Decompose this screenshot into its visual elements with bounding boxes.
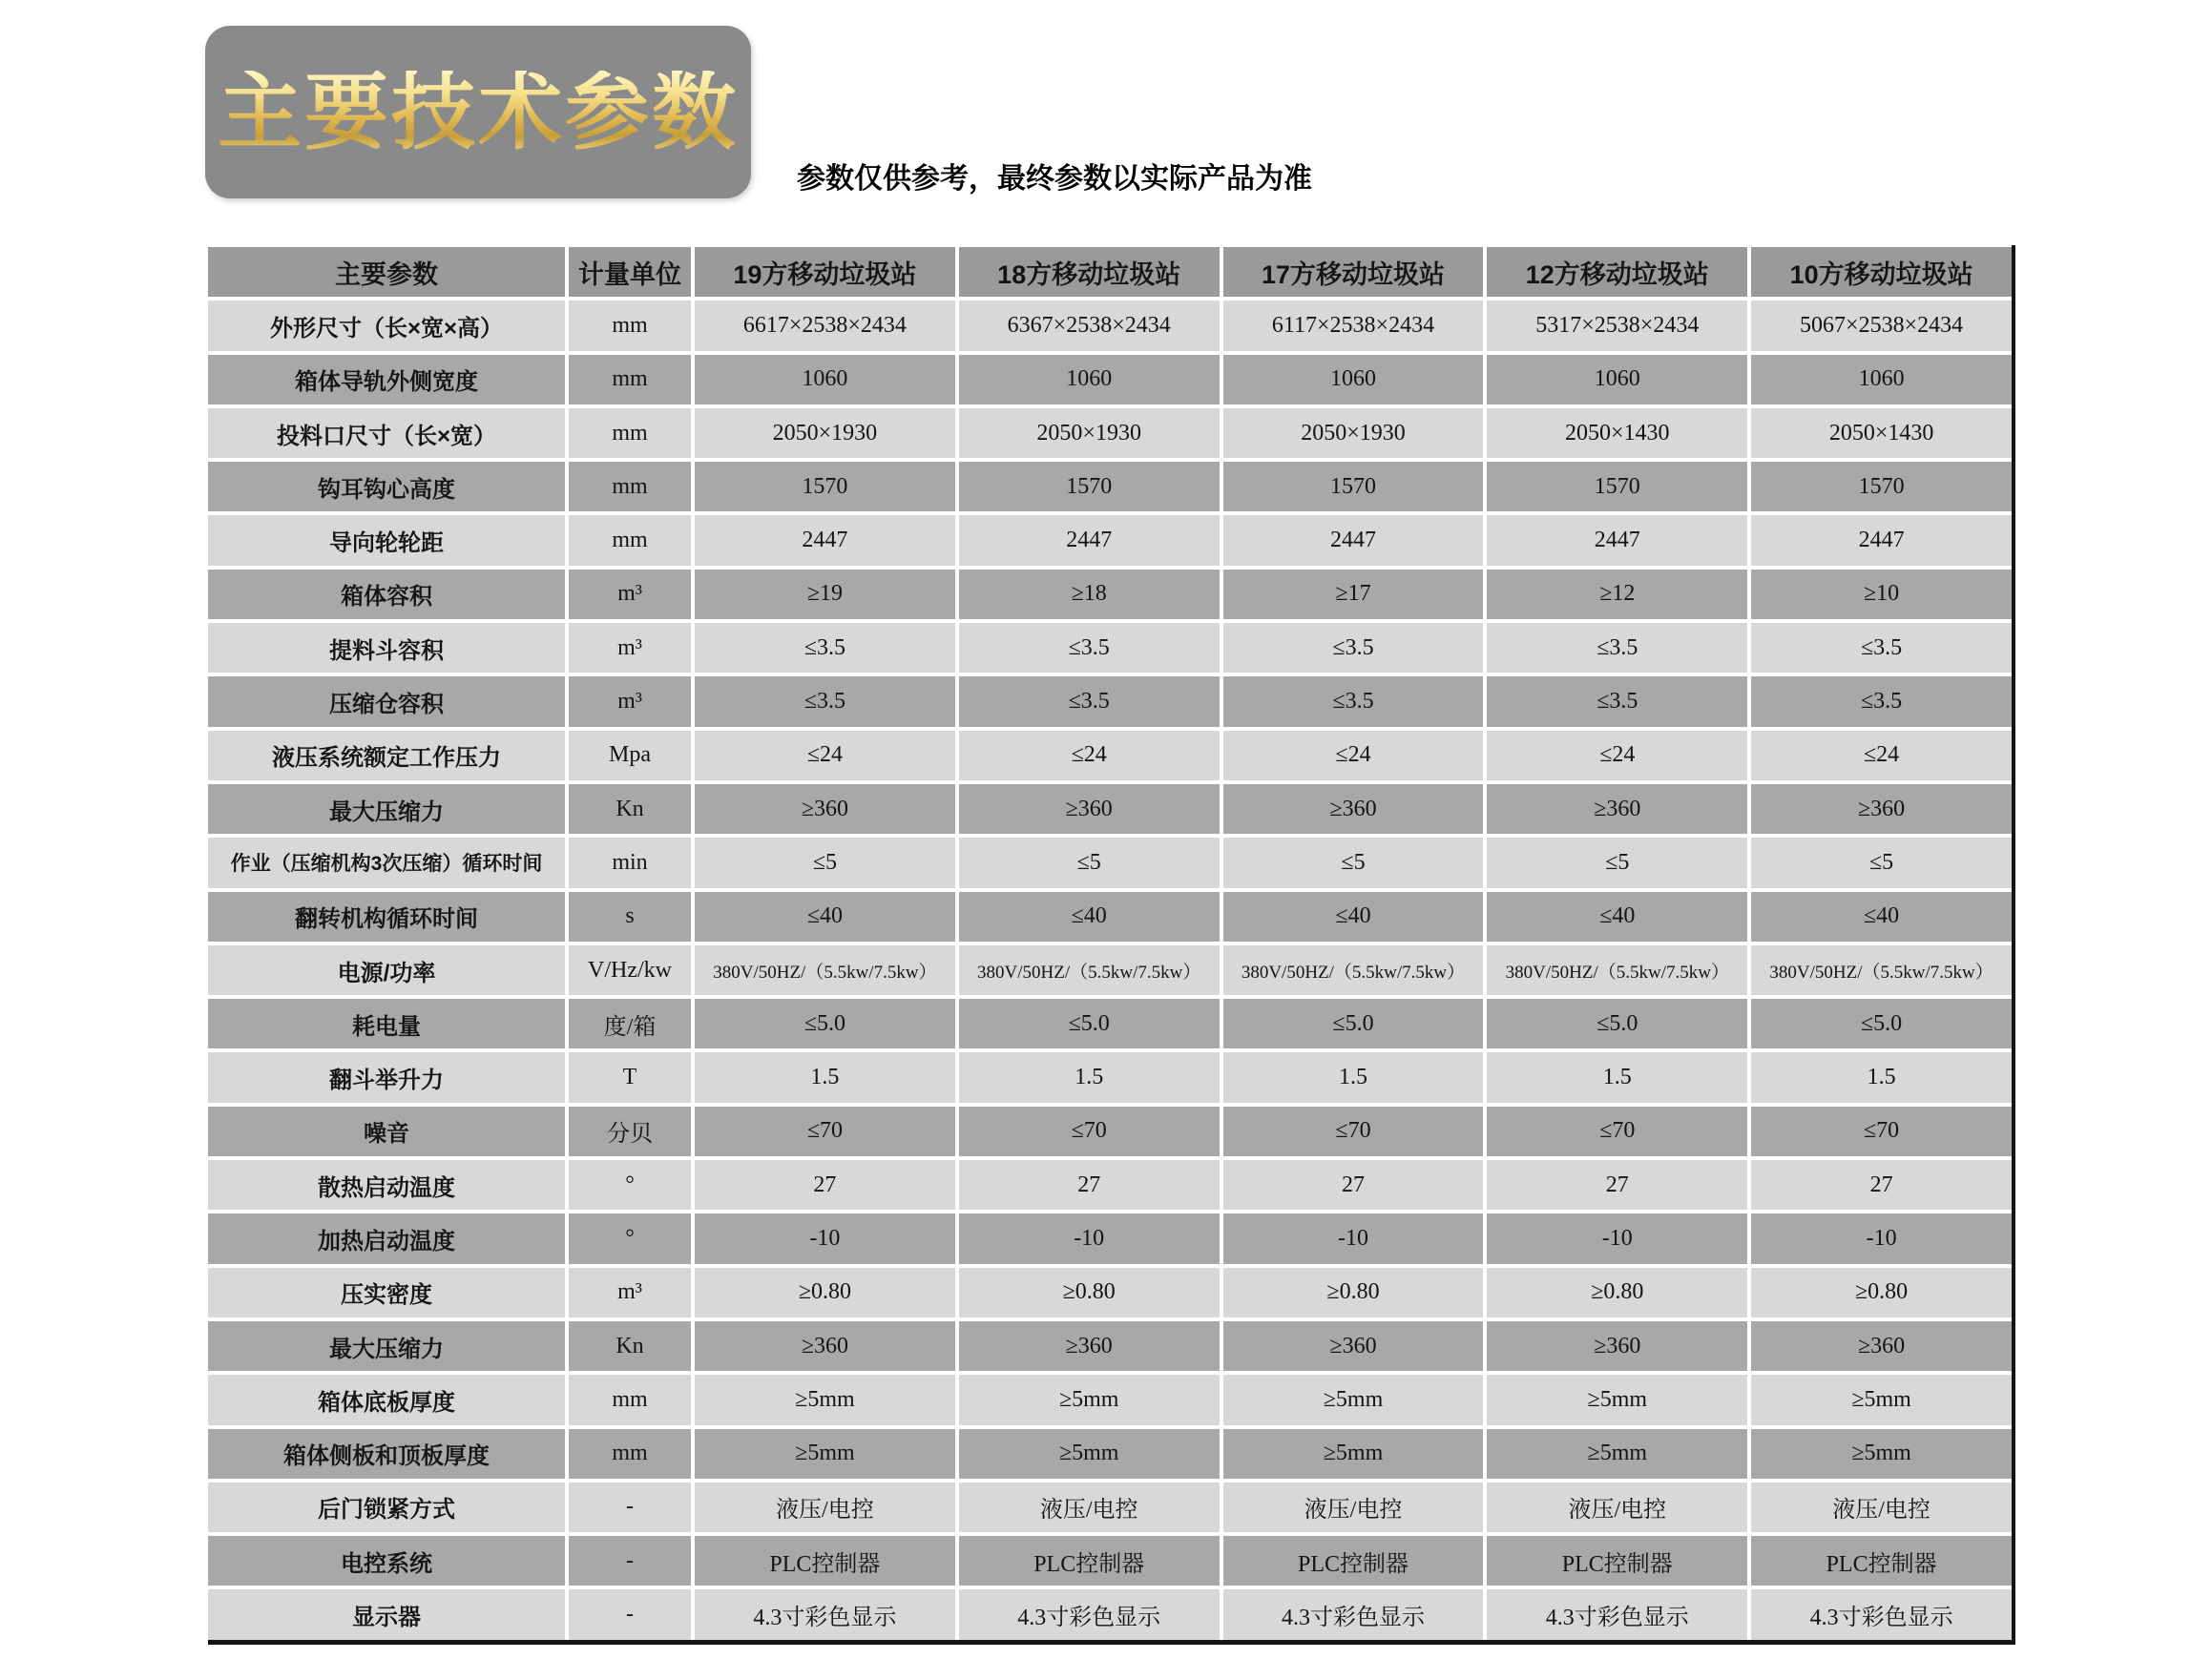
- value-cell: 1570: [1751, 462, 2012, 511]
- value-cell: 2447: [1487, 515, 1747, 565]
- page-title: 主要技术参数: [217, 64, 739, 159]
- value-cell: 6617×2538×2434: [695, 301, 955, 350]
- unit-cell: V/Hz/kw: [569, 945, 691, 995]
- value-cell: ≥12: [1487, 570, 1747, 619]
- value-cell: ≤24: [959, 731, 1220, 780]
- value-cell: 1.5: [1223, 1052, 1484, 1102]
- unit-cell: mm: [569, 301, 691, 350]
- column-header: 12方移动垃圾站: [1487, 247, 1747, 297]
- param-label: 散热启动温度: [208, 1160, 565, 1210]
- value-cell: -10: [1487, 1213, 1747, 1263]
- param-label: 箱体底板厚度: [208, 1375, 565, 1424]
- value-cell: ≥0.80: [1223, 1268, 1484, 1317]
- value-cell: 1060: [1751, 355, 2012, 404]
- value-cell: ≤40: [1487, 892, 1747, 942]
- value-cell: 380V/50HZ/（5.5kw/7.5kw）: [959, 945, 1220, 995]
- value-cell: ≤3.5: [1487, 676, 1747, 726]
- unit-cell: s: [569, 892, 691, 942]
- value-cell: PLC控制器: [1751, 1536, 2012, 1586]
- unit-cell: min: [569, 838, 691, 887]
- unit-cell: -: [569, 1589, 691, 1639]
- value-cell: ≤3.5: [695, 623, 955, 673]
- value-cell: ≤3.5: [1223, 676, 1484, 726]
- value-cell: 380V/50HZ/（5.5kw/7.5kw）: [1223, 945, 1484, 995]
- value-cell: 液压/电控: [1751, 1483, 2012, 1532]
- unit-cell: mm: [569, 355, 691, 404]
- unit-cell: mm: [569, 408, 691, 458]
- value-cell: 2447: [959, 515, 1220, 565]
- value-cell: ≤24: [1223, 731, 1484, 780]
- value-cell: ≥5mm: [695, 1375, 955, 1424]
- unit-cell: m³: [569, 676, 691, 726]
- value-cell: ≤5: [1487, 838, 1747, 887]
- column-header: 17方移动垃圾站: [1223, 247, 1484, 297]
- value-cell: ≤3.5: [959, 676, 1220, 726]
- value-cell: ≥18: [959, 570, 1220, 619]
- value-cell: ≥10: [1751, 570, 2012, 619]
- unit-cell: m³: [569, 570, 691, 619]
- value-cell: 5317×2538×2434: [1487, 301, 1747, 350]
- value-cell: 1060: [959, 355, 1220, 404]
- param-label: 翻转机构循环时间: [208, 892, 565, 942]
- value-cell: ≤70: [1223, 1107, 1484, 1156]
- disclaimer-note: 参数仅供参考，最终参数以实际产品为准: [797, 163, 1312, 195]
- param-label: 箱体侧板和顶板厚度: [208, 1429, 565, 1479]
- value-cell: ≤5: [959, 838, 1220, 887]
- value-cell: 2050×1930: [959, 408, 1220, 458]
- value-cell: 2050×1930: [695, 408, 955, 458]
- value-cell: ≤5.0: [959, 999, 1220, 1048]
- value-cell: -10: [1223, 1213, 1484, 1263]
- unit-cell: m³: [569, 1268, 691, 1317]
- param-label: 箱体容积: [208, 570, 565, 619]
- value-cell: ≤24: [695, 731, 955, 780]
- value-cell: 4.3寸彩色显示: [1751, 1589, 2012, 1639]
- unit-cell: mm: [569, 462, 691, 511]
- value-cell: ≥5mm: [1751, 1375, 2012, 1424]
- value-cell: ≤40: [695, 892, 955, 942]
- value-cell: 4.3寸彩色显示: [1223, 1589, 1484, 1639]
- param-label: 电控系统: [208, 1536, 565, 1586]
- unit-cell: 度/箱: [569, 999, 691, 1048]
- unit-cell: mm: [569, 515, 691, 565]
- value-cell: ≤24: [1751, 731, 2012, 780]
- value-cell: 27: [1487, 1160, 1747, 1210]
- value-cell: ≤3.5: [1223, 623, 1484, 673]
- unit-cell: °: [569, 1160, 691, 1210]
- param-label: 外形尺寸（长×宽×高）: [208, 301, 565, 350]
- value-cell: ≥360: [959, 1321, 1220, 1371]
- unit-cell: °: [569, 1213, 691, 1263]
- title-badge: [205, 26, 751, 198]
- param-label: 最大压缩力: [208, 1321, 565, 1371]
- value-cell: ≤24: [1487, 731, 1747, 780]
- unit-cell: Mpa: [569, 731, 691, 780]
- value-cell: ≥360: [695, 784, 955, 834]
- value-cell: 液压/电控: [1487, 1483, 1747, 1532]
- value-cell: ≤5.0: [1487, 999, 1747, 1048]
- unit-cell: mm: [569, 1375, 691, 1424]
- param-label: 最大压缩力: [208, 784, 565, 834]
- value-cell: ≥19: [695, 570, 955, 619]
- column-header: 计量单位: [569, 247, 691, 297]
- value-cell: ≥5mm: [1487, 1429, 1747, 1479]
- value-cell: ≥5mm: [1223, 1375, 1484, 1424]
- value-cell: ≥0.80: [1487, 1268, 1747, 1317]
- value-cell: ≤5.0: [1223, 999, 1484, 1048]
- value-cell: 380V/50HZ/（5.5kw/7.5kw）: [695, 945, 955, 995]
- param-label: 钩耳钩心高度: [208, 462, 565, 511]
- value-cell: 2050×1430: [1751, 408, 2012, 458]
- value-cell: ≤70: [959, 1107, 1220, 1156]
- param-label: 显示器: [208, 1589, 565, 1639]
- value-cell: PLC控制器: [959, 1536, 1220, 1586]
- value-cell: 4.3寸彩色显示: [959, 1589, 1220, 1639]
- value-cell: 1.5: [695, 1052, 955, 1102]
- value-cell: 27: [1751, 1160, 2012, 1210]
- value-cell: 2050×1430: [1487, 408, 1747, 458]
- param-label: 加热启动温度: [208, 1213, 565, 1263]
- unit-cell: Kn: [569, 1321, 691, 1371]
- value-cell: 2447: [1751, 515, 2012, 565]
- spec-table: [208, 245, 2012, 1640]
- value-cell: 4.3寸彩色显示: [1487, 1589, 1747, 1639]
- value-cell: ≤70: [1751, 1107, 2012, 1156]
- value-cell: ≥5mm: [1751, 1429, 2012, 1479]
- value-cell: 2050×1930: [1223, 408, 1484, 458]
- value-cell: PLC控制器: [695, 1536, 955, 1586]
- unit-cell: Kn: [569, 784, 691, 834]
- unit-cell: mm: [569, 1429, 691, 1479]
- value-cell: ≥360: [695, 1321, 955, 1371]
- param-label: 翻斗举升力: [208, 1052, 565, 1102]
- column-header: 主要参数: [208, 247, 565, 297]
- param-label: 箱体导轨外侧宽度: [208, 355, 565, 404]
- value-cell: ≥5mm: [695, 1429, 955, 1479]
- unit-cell: -: [569, 1483, 691, 1532]
- value-cell: ≥360: [1223, 784, 1484, 834]
- value-cell: ≤5.0: [695, 999, 955, 1048]
- value-cell: 液压/电控: [959, 1483, 1220, 1532]
- unit-cell: T: [569, 1052, 691, 1102]
- value-cell: 1060: [1487, 355, 1747, 404]
- unit-cell: -: [569, 1536, 691, 1586]
- param-label: 耗电量: [208, 999, 565, 1048]
- value-cell: 1570: [959, 462, 1220, 511]
- value-cell: 27: [1223, 1160, 1484, 1210]
- value-cell: ≥360: [1487, 784, 1747, 834]
- value-cell: ≥5mm: [1487, 1375, 1747, 1424]
- value-cell: ≥17: [1223, 570, 1484, 619]
- param-label: 提料斗容积: [208, 623, 565, 673]
- value-cell: ≥5mm: [959, 1429, 1220, 1479]
- value-cell: ≥0.80: [959, 1268, 1220, 1317]
- value-cell: 1.5: [1487, 1052, 1747, 1102]
- value-cell: -10: [1751, 1213, 2012, 1263]
- value-cell: ≤3.5: [1751, 623, 2012, 673]
- value-cell: 380V/50HZ/（5.5kw/7.5kw）: [1751, 945, 2012, 995]
- value-cell: 1060: [695, 355, 955, 404]
- unit-cell: m³: [569, 623, 691, 673]
- value-cell: ≤70: [1487, 1107, 1747, 1156]
- param-label: 噪音: [208, 1107, 565, 1156]
- value-cell: ≥360: [959, 784, 1220, 834]
- value-cell: 27: [959, 1160, 1220, 1210]
- value-cell: 380V/50HZ/（5.5kw/7.5kw）: [1487, 945, 1747, 995]
- value-cell: PLC控制器: [1223, 1536, 1484, 1586]
- value-cell: 2447: [1223, 515, 1484, 565]
- value-cell: 1570: [695, 462, 955, 511]
- value-cell: 1570: [1487, 462, 1747, 511]
- value-cell: ≤5: [1223, 838, 1484, 887]
- value-cell: PLC控制器: [1487, 1536, 1747, 1586]
- value-cell: ≤5: [1751, 838, 2012, 887]
- value-cell: -10: [695, 1213, 955, 1263]
- value-cell: 5067×2538×2434: [1751, 301, 2012, 350]
- value-cell: 1.5: [1751, 1052, 2012, 1102]
- value-cell: ≤40: [1751, 892, 2012, 942]
- value-cell: ≥360: [1223, 1321, 1484, 1371]
- value-cell: 6117×2538×2434: [1223, 301, 1484, 350]
- value-cell: ≥360: [1751, 784, 2012, 834]
- value-cell: ≥360: [1487, 1321, 1747, 1371]
- value-cell: 1.5: [959, 1052, 1220, 1102]
- value-cell: ≤5.0: [1751, 999, 2012, 1048]
- value-cell: ≤3.5: [959, 623, 1220, 673]
- value-cell: ≤3.5: [695, 676, 955, 726]
- param-label: 液压系统额定工作压力: [208, 731, 565, 780]
- unit-cell: 分贝: [569, 1107, 691, 1156]
- column-header: 18方移动垃圾站: [959, 247, 1220, 297]
- param-label: 作业（压缩机构3次压缩）循环时间: [208, 838, 565, 887]
- value-cell: -10: [959, 1213, 1220, 1263]
- value-cell: ≥0.80: [1751, 1268, 2012, 1317]
- param-label: 压实密度: [208, 1268, 565, 1317]
- value-cell: 液压/电控: [1223, 1483, 1484, 1532]
- value-cell: ≤3.5: [1487, 623, 1747, 673]
- param-label: 导向轮轮距: [208, 515, 565, 565]
- value-cell: 液压/电控: [695, 1483, 955, 1532]
- value-cell: ≤70: [695, 1107, 955, 1156]
- column-header: 10方移动垃圾站: [1751, 247, 2012, 297]
- value-cell: 1060: [1223, 355, 1484, 404]
- value-cell: 2447: [695, 515, 955, 565]
- value-cell: 4.3寸彩色显示: [695, 1589, 955, 1639]
- spec-table-frame: [208, 245, 2015, 1645]
- param-label: 后门锁紧方式: [208, 1483, 565, 1532]
- column-header: 19方移动垃圾站: [695, 247, 955, 297]
- value-cell: ≥5mm: [959, 1375, 1220, 1424]
- value-cell: 1570: [1223, 462, 1484, 511]
- value-cell: ≥5mm: [1223, 1429, 1484, 1479]
- value-cell: ≤5: [695, 838, 955, 887]
- value-cell: ≤40: [1223, 892, 1484, 942]
- value-cell: ≤40: [959, 892, 1220, 942]
- param-label: 压缩仓容积: [208, 676, 565, 726]
- value-cell: 27: [695, 1160, 955, 1210]
- value-cell: 6367×2538×2434: [959, 301, 1220, 350]
- value-cell: ≥0.80: [695, 1268, 955, 1317]
- param-label: 电源/功率: [208, 945, 565, 995]
- param-label: 投料口尺寸（长×宽）: [208, 408, 565, 458]
- value-cell: ≤3.5: [1751, 676, 2012, 726]
- value-cell: ≥360: [1751, 1321, 2012, 1371]
